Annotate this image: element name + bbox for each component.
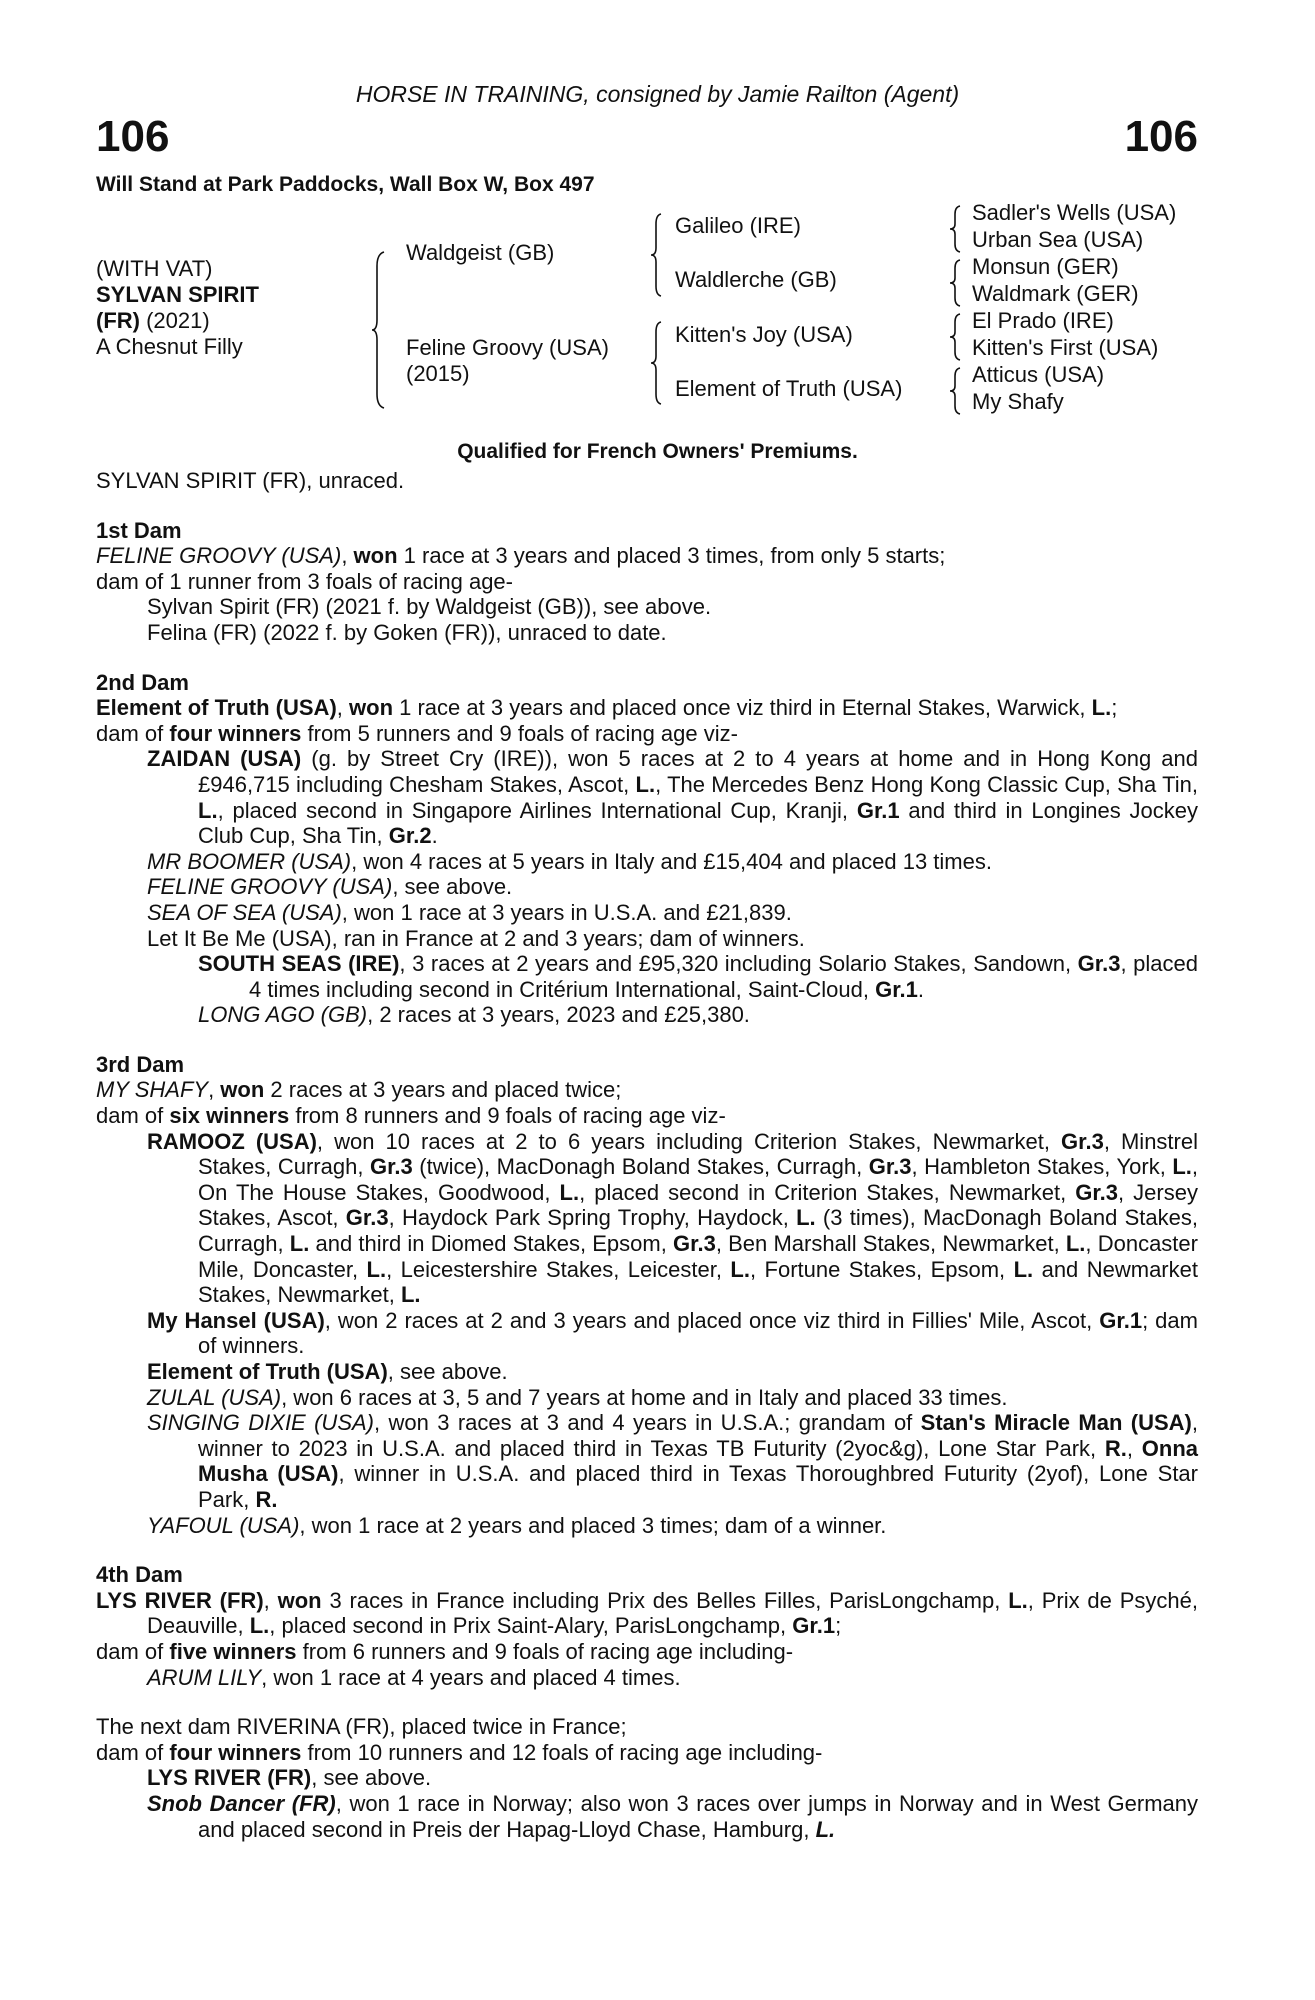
pedigree-paragraph bbox=[96, 620, 1198, 646]
text: ; dam of winners. bbox=[198, 1307, 1198, 1359]
text: , winner to 2023 in U.S.A. and placed third in Texas TB Futurity (2yoc&g), Lone Star Park, bbox=[198, 1410, 1198, 1461]
text: , see above. bbox=[387, 1359, 508, 1384]
ancestor-gen3: El Prado (IRE) bbox=[972, 308, 1114, 333]
text: Sylvan Spirit (FR) (2021 f. by Waldgeist (GB)), see above. bbox=[147, 594, 712, 620]
bold-text: L. bbox=[1172, 1154, 1192, 1180]
text: 3 races in France including Prix des Belles Filles, ParisLongchamp, bbox=[321, 1587, 1009, 1613]
lot-number-left: 106 bbox=[96, 112, 170, 161]
stable-location: Will Stand at Park Paddocks, Wall Box W, Box 497 bbox=[96, 173, 595, 196]
text: from 6 runners and 9 foals of racing age including- bbox=[296, 1638, 794, 1664]
text: , won 2 races at 2 and 3 years and placed once viz third in Fillies' Mile, Ascot, bbox=[324, 1307, 1100, 1333]
text: , won 3 races at 3 and 4 years in U.S.A.; grandam of bbox=[374, 1410, 921, 1436]
text: , 2 races at 3 years, 2023 and £25,380. bbox=[367, 1002, 750, 1028]
text: dam of bbox=[96, 1739, 170, 1765]
bold-text: L. bbox=[249, 1613, 270, 1639]
pedigree-paragraph bbox=[96, 926, 1198, 952]
italic-text: YAFOUL (USA) bbox=[147, 1512, 300, 1538]
text: , bbox=[341, 543, 354, 569]
ancestor-gen3: My Shafy bbox=[972, 389, 1064, 414]
bold-text: Gr.3 bbox=[1075, 1179, 1119, 1205]
text: , Haydock Park Spring Trophy, Haydock, bbox=[388, 1205, 797, 1231]
ancestor-gen3: Kitten's First (USA) bbox=[972, 335, 1159, 360]
ancestor-gen3: Atticus (USA) bbox=[972, 362, 1105, 387]
bold-text: Gr.1 bbox=[856, 797, 900, 823]
pedigree-paragraph bbox=[96, 874, 1198, 900]
text: , placed second in Prix Saint-Alary, ParisLongchamp, bbox=[269, 1613, 793, 1639]
text: , Prix de Psyché, Deauville, bbox=[147, 1587, 1198, 1639]
pedigree-paragraph bbox=[96, 1513, 1198, 1539]
bold-text: four winners bbox=[169, 720, 302, 746]
pedigree-paragraph bbox=[96, 1002, 1198, 1028]
italic-text: SEA OF SEA (USA) bbox=[147, 899, 342, 925]
pedigree-paragraph bbox=[96, 594, 1198, 620]
text: from 10 runners and 12 foals of racing age including- bbox=[301, 1739, 823, 1765]
bold-text: L. bbox=[400, 1282, 421, 1308]
bold-text: L. bbox=[366, 1256, 387, 1282]
text: ; bbox=[835, 1613, 842, 1639]
bold-text: Gr.2 bbox=[388, 823, 432, 849]
brace-icon bbox=[950, 368, 962, 414]
bold-text: 3rd Dam bbox=[96, 1051, 185, 1077]
text: , placed second in Singapore Airlines International Cup, Kranji, bbox=[217, 797, 857, 823]
pedigree-paragraph bbox=[96, 569, 1198, 595]
bold-text: Onna Musha (USA) bbox=[198, 1435, 1198, 1487]
bold-text: Element of Truth (USA) bbox=[147, 1359, 388, 1384]
text: (3 times), MacDonagh Boland Stakes, Curragh, bbox=[198, 1205, 1198, 1257]
text: from 5 runners and 9 foals of racing age viz- bbox=[301, 720, 738, 746]
horse-country: (FR) bbox=[96, 308, 140, 333]
pedigree-paragraph bbox=[96, 1359, 1198, 1385]
catalogue-header: HORSE IN TRAINING, consigned by Jamie Railton (Agent) bbox=[355, 81, 960, 107]
sire-dam: Waldlerche (GB) bbox=[675, 267, 837, 292]
italic-text: FELINE GROOVY (USA) bbox=[96, 543, 342, 569]
text: , see above. bbox=[392, 874, 513, 900]
pedigree-paragraph bbox=[96, 1103, 1198, 1129]
text: Felina (FR) (2022 f. by Goken (FR)), unraced to date. bbox=[147, 619, 667, 645]
text: The next dam RIVERINA (FR), placed twice in France; bbox=[96, 1714, 627, 1740]
text: , bbox=[208, 1077, 221, 1103]
text: , The Mercedes Benz Hong Kong Classic Cup, Sha Tin, bbox=[655, 771, 1198, 797]
italic-text: MR BOOMER (USA) bbox=[147, 848, 352, 874]
sire: Waldgeist (GB) bbox=[406, 240, 555, 265]
pedigree-paragraph bbox=[96, 849, 1198, 875]
bold-text: ZAIDAN (USA) bbox=[147, 746, 302, 772]
text: and third in Longines Jockey Club Cup, Sha Tin, bbox=[198, 797, 1198, 849]
text: (twice), MacDonagh Boland Stakes, Curragh, bbox=[412, 1154, 869, 1180]
bold-text: LYS RIVER (FR) bbox=[96, 1587, 264, 1613]
bold-text: won bbox=[277, 1587, 322, 1613]
pedigree-paragraph bbox=[96, 1385, 1198, 1411]
bold-text: Stan's Miracle Man (USA) bbox=[920, 1410, 1192, 1436]
pedigree-paragraph bbox=[96, 951, 1198, 1002]
brace-icon bbox=[651, 322, 663, 404]
bold-text: won bbox=[220, 1077, 265, 1103]
text: , won 1 race in Norway; also won 3 races over jumps in Norway and in West Germany and placed second in Preis der Hapag-Lloyd Chase, Hamburg, bbox=[198, 1790, 1198, 1842]
text: dam of bbox=[96, 1103, 170, 1129]
pedigree-notes bbox=[96, 468, 1198, 1842]
text: (g. by Street Cry (IRE)), won 5 races at 2 to 4 years at home and in Hong Kong and £946,715 including Chesham Stakes, Ascot, bbox=[198, 746, 1198, 797]
text: , see above. bbox=[311, 1765, 432, 1791]
ancestor-gen3: Waldmark (GER) bbox=[972, 281, 1139, 306]
text: SYLVAN SPIRIT (FR), unraced. bbox=[96, 468, 405, 493]
text: 2 races at 3 years and placed twice; bbox=[264, 1077, 622, 1103]
text: , On The House Stakes, Goodwood, bbox=[198, 1154, 1198, 1205]
ancestor-gen3: Sadler's Wells (USA) bbox=[972, 200, 1177, 225]
text: , won 10 races at 2 to 6 years including Criterion Stakes, Newmarket, bbox=[316, 1128, 1061, 1154]
horse-origin bbox=[96, 308, 210, 334]
pedigree-paragraph bbox=[96, 1740, 1198, 1766]
dam-year: (2015) bbox=[406, 361, 470, 386]
bold-text: Gr.3 bbox=[1077, 951, 1121, 977]
brace-icon bbox=[950, 314, 962, 360]
pedigree-paragraph bbox=[96, 1639, 1198, 1665]
text: Let It Be Me (USA), ran in France at 2 and 3 years; dam of winners. bbox=[147, 925, 805, 951]
text: , won 1 race at 4 years and placed 4 times. bbox=[261, 1664, 681, 1690]
text: , 3 races at 2 years and £95,320 including Solario Stakes, Sandown, bbox=[399, 951, 1078, 977]
pedigree-paragraph bbox=[96, 1765, 1198, 1791]
bold-text: L. bbox=[198, 797, 218, 823]
bold-text: LYS RIVER (FR) bbox=[147, 1765, 312, 1791]
ancestor-gen3: Monsun (GER) bbox=[972, 254, 1119, 279]
text: 1 race at 3 years and placed 3 times, from only 5 starts; bbox=[397, 543, 946, 569]
italic-text: LONG AGO (GB) bbox=[198, 1002, 368, 1028]
bold-text: L. bbox=[1013, 1256, 1034, 1282]
pedigree-paragraph bbox=[96, 1665, 1198, 1691]
pedigree-paragraph bbox=[96, 695, 1198, 721]
text: , placed second in Criterion Stakes, Newmarket, bbox=[579, 1179, 1076, 1205]
pedigree-paragraph bbox=[96, 1308, 1198, 1359]
bold-text: L. bbox=[289, 1231, 310, 1257]
dam-sire: Kitten's Joy (USA) bbox=[675, 322, 853, 347]
section-heading bbox=[96, 1562, 1198, 1588]
bold-text: Gr.1 bbox=[792, 1613, 836, 1639]
text: and Newmarket Stakes, Newmarket, bbox=[198, 1256, 1198, 1308]
text: , Ben Marshall Stakes, Newmarket, bbox=[715, 1231, 1066, 1257]
bold-text: Gr.1 bbox=[1099, 1307, 1143, 1333]
bold-text: Element of Truth (USA) bbox=[96, 695, 337, 721]
bold-text: 2nd Dam bbox=[96, 669, 189, 695]
bold-text: Gr.3 bbox=[345, 1205, 389, 1231]
italic-text: ARUM LILY bbox=[147, 1664, 262, 1690]
bold-text: L. bbox=[1065, 1231, 1086, 1257]
italic-text: SINGING DIXIE (USA) bbox=[147, 1410, 374, 1436]
bold-text: RAMOOZ (USA) bbox=[147, 1128, 317, 1154]
bold-text: L. bbox=[1008, 1587, 1028, 1613]
text: . bbox=[431, 823, 438, 849]
sire-sire: Galileo (IRE) bbox=[675, 213, 801, 238]
text: , won 6 races at 3, 5 and 7 years at home and in Italy and placed 33 times. bbox=[281, 1384, 1008, 1410]
brace-icon bbox=[950, 260, 962, 306]
horse-year: (2021) bbox=[139, 308, 210, 333]
section-heading bbox=[96, 1052, 1198, 1078]
bold-text: 4th Dam bbox=[96, 1562, 183, 1588]
bold-text: L. bbox=[635, 771, 656, 797]
bold-text: four winners bbox=[169, 1739, 302, 1765]
bold-text: six winners bbox=[169, 1103, 290, 1129]
text: , placed 4 times including second in Critérium International, Saint-Cloud, bbox=[249, 951, 1198, 1002]
bold-text: R. bbox=[255, 1486, 278, 1512]
bold-text: L. bbox=[796, 1205, 816, 1231]
bold-text: 1st Dam bbox=[96, 517, 182, 543]
text: dam of bbox=[96, 720, 170, 746]
bold-text: My Hansel (USA) bbox=[147, 1307, 325, 1333]
brace-icon bbox=[372, 252, 386, 408]
text: , won 4 races at 5 years in Italy and £15,404 and placed 13 times. bbox=[351, 848, 992, 874]
bold-text: L. bbox=[730, 1256, 750, 1282]
text: ; bbox=[1111, 695, 1118, 721]
text: from 8 runners and 9 foals of racing age viz- bbox=[289, 1103, 726, 1129]
bold-text: won bbox=[349, 695, 394, 721]
premium-note: Qualified for French Owners' Premiums. bbox=[457, 440, 858, 463]
italic-text: FELINE GROOVY (USA) bbox=[147, 874, 393, 900]
pedigree-paragraph bbox=[96, 721, 1198, 747]
bold-text: R. bbox=[1104, 1435, 1127, 1461]
pedigree-paragraph bbox=[96, 543, 1198, 569]
bold-text: Gr.3 bbox=[1061, 1128, 1104, 1154]
pedigree-paragraph bbox=[96, 1714, 1198, 1740]
text: dam of 1 runner from 3 foals of racing age- bbox=[96, 568, 513, 594]
text: , winner in U.S.A. and placed third in Texas Thoroughbred Futurity (2yof), Lone Star Park, bbox=[198, 1461, 1198, 1512]
text: , Leicestershire Stakes, Leicester, bbox=[386, 1256, 731, 1282]
italic-text: MY SHAFY bbox=[96, 1077, 209, 1103]
ancestor-gen3: Urban Sea (USA) bbox=[972, 227, 1144, 252]
bold-text: L. bbox=[815, 1816, 836, 1842]
brace-icon bbox=[651, 214, 663, 296]
dam-dam: Element of Truth (USA) bbox=[675, 376, 903, 401]
text: , won 1 race at 3 years in U.S.A. and £21,839. bbox=[341, 899, 792, 925]
horse-name: SYLVAN SPIRIT bbox=[96, 282, 259, 307]
horse-description: A Chesnut Filly bbox=[96, 334, 243, 359]
pedigree-paragraph bbox=[96, 1077, 1198, 1103]
bold-text: Gr.3 bbox=[868, 1154, 912, 1180]
pedigree-paragraph bbox=[96, 1588, 1198, 1639]
vat-label: (WITH VAT) bbox=[96, 256, 213, 281]
pedigree-paragraph bbox=[96, 1129, 1198, 1308]
pedigree-paragraph bbox=[96, 1410, 1198, 1512]
bold-text: L. bbox=[1091, 695, 1112, 721]
text: dam of bbox=[96, 1638, 170, 1664]
bold-text: L. bbox=[559, 1179, 580, 1205]
bold-text: won bbox=[353, 543, 398, 569]
text: , Jersey Stakes, Ascot, bbox=[198, 1179, 1198, 1231]
pedigree-paragraph bbox=[96, 1791, 1198, 1842]
bold-text: Snob Dancer (FR) bbox=[147, 1790, 336, 1816]
bold-text: SOUTH SEAS (IRE) bbox=[198, 951, 400, 977]
bold-text: five winners bbox=[169, 1638, 297, 1664]
pedigree-paragraph bbox=[96, 746, 1198, 848]
text: , bbox=[263, 1587, 278, 1613]
lot-number-right: 106 bbox=[1124, 112, 1198, 161]
text: , Fortune Stakes, Epsom, bbox=[749, 1256, 1014, 1282]
section-heading bbox=[96, 518, 1198, 544]
text: , Hambleton Stakes, York, bbox=[911, 1154, 1173, 1180]
text: and third in Diomed Stakes, Epsom, bbox=[309, 1231, 674, 1257]
bold-text: Gr.3 bbox=[369, 1154, 413, 1180]
bold-text: Gr.3 bbox=[673, 1231, 716, 1257]
text: 1 race at 3 years and placed once viz third in Eternal Stakes, Warwick, bbox=[393, 695, 1092, 721]
brace-icon bbox=[950, 206, 962, 252]
section-heading bbox=[96, 670, 1198, 696]
text: . bbox=[917, 976, 925, 1002]
text: , Doncaster Mile, Doncaster, bbox=[198, 1231, 1198, 1282]
italic-text: ZULAL (USA) bbox=[147, 1384, 282, 1410]
text: , won 1 race at 2 years and placed 3 times; dam of a winner. bbox=[299, 1512, 887, 1538]
pedigree-paragraph bbox=[96, 468, 1198, 494]
dam: Feline Groovy (USA) bbox=[406, 335, 609, 360]
bold-text: Gr.1 bbox=[875, 976, 918, 1002]
text: , Minstrel Stakes, Curragh, bbox=[198, 1128, 1198, 1180]
pedigree-paragraph bbox=[96, 900, 1198, 926]
text: , bbox=[1126, 1435, 1142, 1461]
text: , bbox=[336, 695, 350, 721]
